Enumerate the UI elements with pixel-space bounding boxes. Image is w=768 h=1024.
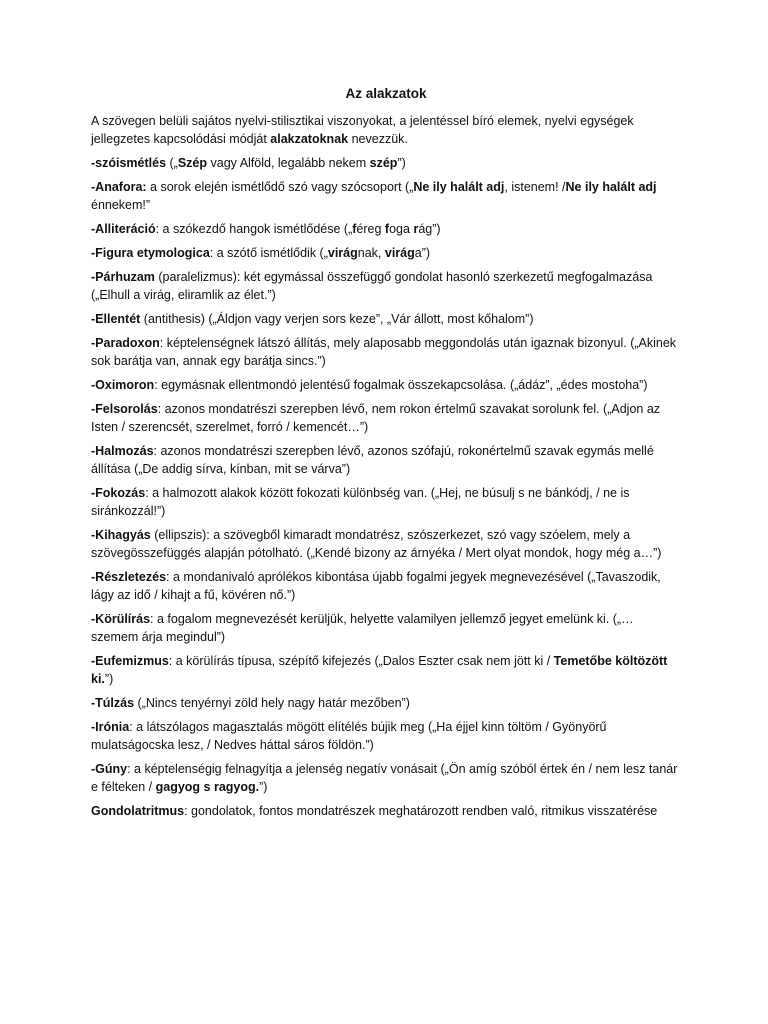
text-run: énnekem!” [91,198,151,212]
entries-list [91,154,681,820]
text-run: éreg [356,222,385,236]
definition-entry [91,334,681,370]
bold-term: gagyog s ragyog. [155,780,260,794]
bold-term: -Fokozás [91,486,146,500]
bold-term: r [413,222,419,236]
bold-term: -Alliteráció [91,222,156,236]
bold-term: -Paradoxon [91,336,160,350]
text-run: („Nincs tenyérnyi zöld hely nagy határ mezőben”) [134,696,410,710]
definition-entry [91,694,681,712]
text-run: : képtelenségnek látszó állítás, mely alaposabb meggondolás után igaznak bizonyul. („Akinek sok barátja van, annak egy barátja sincs.”) [91,336,677,368]
text-run: A szövegen belüli sajátos nyelvi-stilisztikai viszonyokat, a jelentéssel bíró elemek, nyelvi egységek jellegzetes kapcsolódási módját [91,114,634,146]
bold-term: Temetőbe költözött ki. [91,654,668,686]
bold-term: Ne ily halált adj [413,180,505,194]
bold-term: -Részletezés [91,570,167,584]
definition-entry [91,220,681,238]
bold-term: -Eufemizmus [91,654,169,668]
intro-paragraph [91,112,681,148]
text-run: : a fogalom megnevezését kerüljük, helyette valamilyen jellemző jegyet emelünk ki. („… szemem árja megindul”) [91,612,634,644]
bold-term: -Túlzás [91,696,135,710]
document-body [91,84,681,826]
definition-entry [91,442,681,478]
bold-term: -Körülírás [91,612,151,626]
definition-entry [91,400,681,436]
text-run: : a látszólagos magasztalás mögött elítélés bújik meg („Ha éjjel kinn töltöm / Gyönyörű mulatságocska lesz, / Nedves háttal sáros földön.”) [91,720,607,752]
definition-entry [91,568,681,604]
definition-entry [91,154,681,172]
definition-entry [91,268,681,304]
text-run: (antithesis) („Áldjon vagy verjen sors keze”, „Vár állott, most kőhalom”) [140,312,534,326]
bold-term: -Párhuzam [91,270,155,284]
definition-entry [91,484,681,520]
definition-entry [91,310,681,328]
bold-term: -Irónia [91,720,130,734]
bold-term: virág [384,246,415,260]
definition-entry [91,718,681,754]
text-run: ”) [259,780,268,794]
definition-entry [91,376,681,394]
bold-term: -Ellentét [91,312,141,326]
text-run: ”) [397,156,406,170]
text-run: nak, [357,246,385,260]
bold-term: -Kihagyás [91,528,151,542]
text-run: („ [166,156,178,170]
bold-term: f [384,222,390,236]
text-run: : a körülírás típusa, szépítő kifejezés („Dalos Eszter csak nem jött ki / [168,654,554,668]
text-run: : a képtelenségig felnagyítja a jelenség negatív vonásait („Ön amíg szóból értek én / nem lesz tanár e félteken / [91,762,678,794]
page-title: Az alakzatok [345,86,427,101]
bold-term: -Felsorolás [91,402,158,416]
definition-entry [91,802,681,820]
bold-term: -Figura etymologica [91,246,210,260]
bold-term: Szép [177,156,208,170]
text-run: : a szókezdő hangok ismétlődése („ [155,222,353,236]
text-run: ág”) [418,222,441,236]
bold-term: f [352,222,357,236]
text-run: vagy Alföld, legalább nekem [207,156,370,170]
bold-term: -Gúny [91,762,128,776]
bold-term: -szóismétlés [91,156,167,170]
text-run: : a mondanivaló aprólékos kibontása újabb fogalmi jegyek megnevezésével („Tavaszodik, lágy az idő / kihajt a fű, kövéren nő.”) [91,570,661,602]
bold-term: virág [327,246,358,260]
bold-term: Ne ily halált adj [565,180,657,194]
text-run: a”) [414,246,431,260]
text-run: oga [389,222,414,236]
text-run: a sorok elején ismétlődő szó vagy szócsoport („ [146,180,414,194]
definition-entry [91,244,681,262]
bold-term: szép [369,156,398,170]
text-run: : gondolatok, fontos mondatrészek meghatározott rendben való, ritmikus visszatérése [184,804,658,818]
bold-term: alakzatoknak [270,132,349,146]
text-run: nevezzük. [348,132,408,146]
text-run: : azonos mondatrészi szerepben lévő, azonos szófajú, rokonértelmű szavak egymás mellé állítása („De addig sírva, kínban, mit se várva”) [91,444,654,476]
text-run: : a szótő ismétlődik („ [209,246,328,260]
bold-term: -Oximoron [91,378,155,392]
text-run: : egymásnak ellentmondó jelentésű fogalmak összekapcsolása. („ádáz”, „édes mostoha”) [154,378,648,392]
text-run: : a halmozott alakok között fokozati különbség van. („Hej, ne búsulj s ne bánkódj, / ne is siránkozzál!”) [91,486,630,518]
text-run: (ellipszis): a szövegből kimaradt mondatrész, szószerkezet, szó vagy szóelem, mely a szövegösszefüggés alapján pótolható. („Kendé bizony az árnyéka / Mert olyat mondok, hogy még a…”) [91,528,662,560]
bold-term: Gondolatritmus [91,804,185,818]
definition-entry [91,760,681,796]
definition-entry [91,610,681,646]
bold-term: -Anafora: [91,180,147,194]
definition-entry [91,178,681,214]
text-run: , istenem! / [504,180,566,194]
definition-entry [91,652,681,688]
definition-entry [91,526,681,562]
text-run: : azonos mondatrészi szerepben lévő, nem rokon értelmű szavakat sorolunk fel. („Adjon az Isten / szerencsét, szerelmet, forró / kemencét…”) [91,402,661,434]
text-run: ”) [104,672,114,686]
bold-term: -Halmozás [91,444,154,458]
text-run: (paralelizmus): két egymással összefüggő gondolat hasonló szerkezetű megfogalmazása („Elhull a virág, eliramlik az élet.”) [91,270,653,302]
